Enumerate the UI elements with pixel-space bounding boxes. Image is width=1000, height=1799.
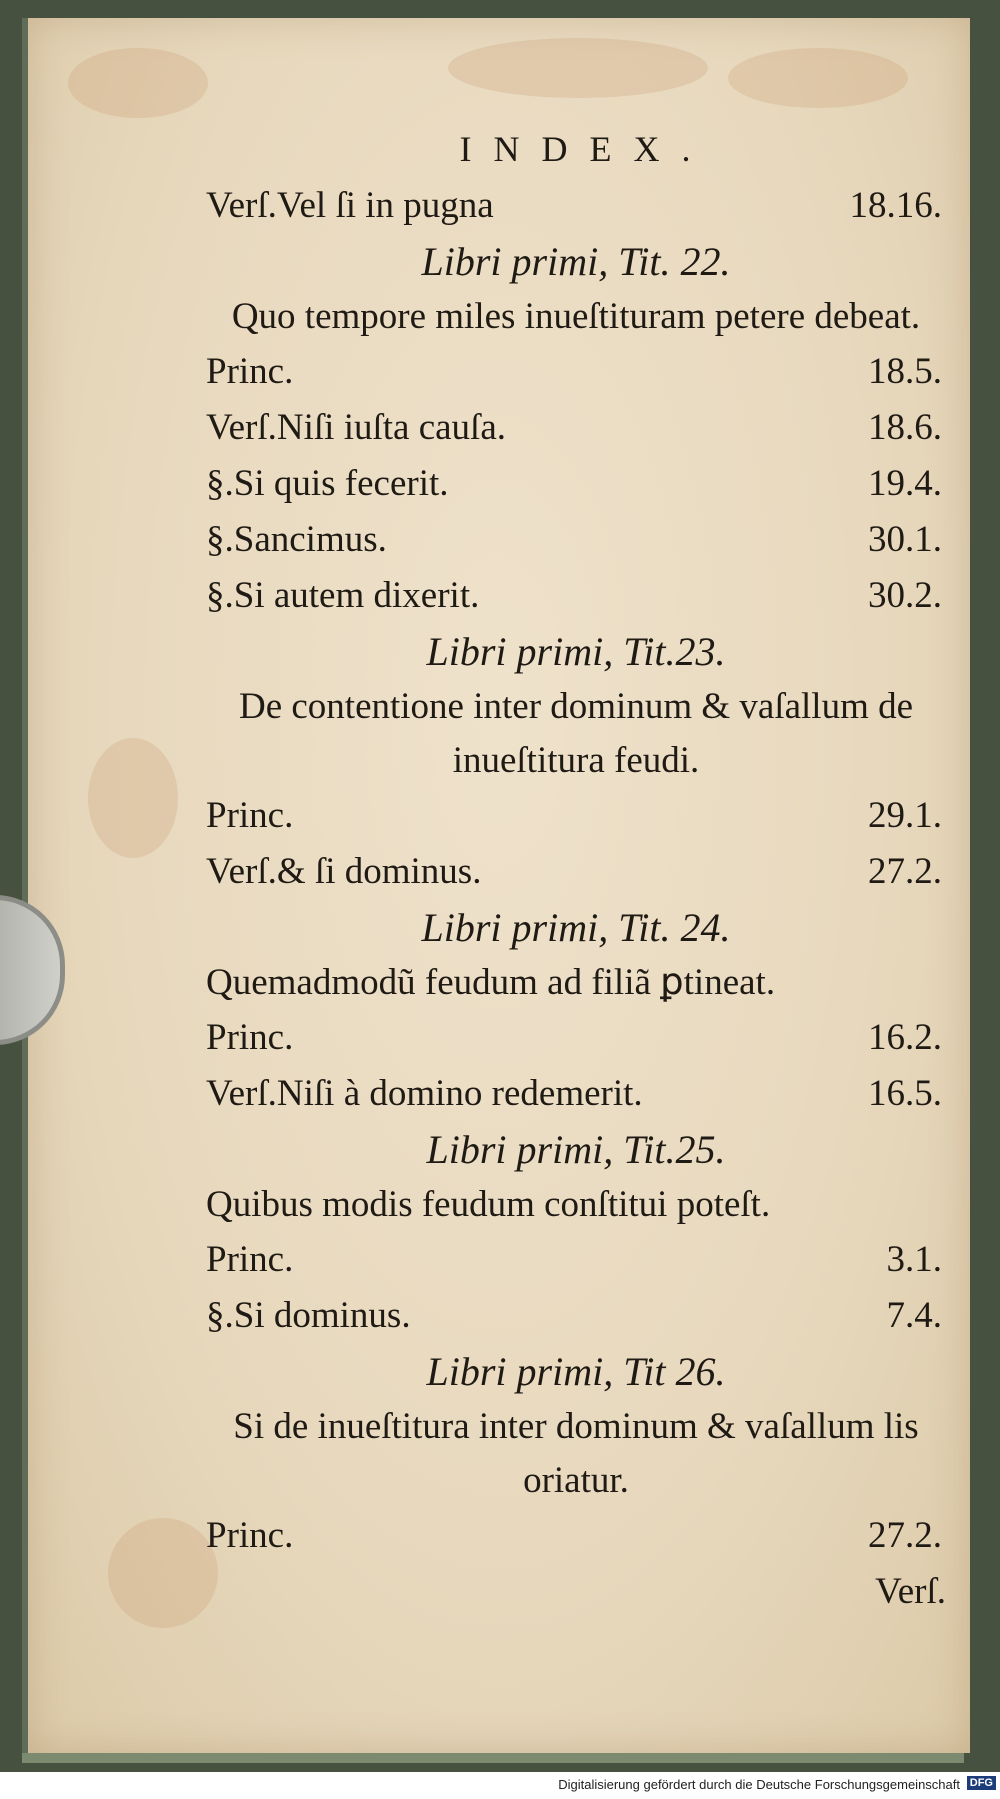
index-entries <box>206 178 946 1620</box>
page-heading: INDEX. <box>459 129 713 169</box>
entry-description: Quemadmodũ feudum ad filiã ꝑtineat. <box>206 962 776 1003</box>
entry-reference: 27.2. <box>868 851 942 892</box>
footer-bar <box>0 1772 1000 1799</box>
dfg-logo: DFG <box>967 1776 996 1790</box>
entry-label: §.Si autem dixerit. <box>206 575 480 616</box>
index-row <box>206 178 946 234</box>
entry-reference: 30.2. <box>868 575 942 616</box>
section-heading: Libri primi, Tit.25. <box>426 1127 726 1172</box>
entry-label: Princ. <box>206 1017 294 1058</box>
entry-label: Princ. <box>206 795 294 836</box>
entry-description: Si de inueſtitura inter dominum & vaſallum lis oriatur. <box>233 1406 919 1501</box>
section-heading: Libri primi, Tit.23. <box>426 629 726 674</box>
index-row <box>206 344 946 400</box>
footer-credit: Digitalisierung gefördert durch die Deutsche Forschungsgemeinschaft <box>558 1777 960 1792</box>
entry-label: Princ. <box>206 1239 294 1280</box>
entry-label: Princ. <box>206 1515 294 1556</box>
entry-reference: 18.5. <box>868 351 942 392</box>
entry-label: §.Sancimus. <box>206 519 387 560</box>
entry-description: Quo tempore miles inueſtituram petere debeat. <box>231 296 921 337</box>
entry-reference: 16.5. <box>868 1073 942 1114</box>
entry-label: Verſ.Niſi à domino redemerit. <box>206 1073 643 1114</box>
entry-description: Quibus modis feudum conſtitui poteſt. <box>206 1184 771 1225</box>
entry-label: §.Si dominus. <box>206 1295 411 1336</box>
entry-label: §.Si quis fecerit. <box>206 463 449 504</box>
catchword: Verſ. <box>875 1571 946 1612</box>
index-row <box>206 1010 946 1066</box>
index-content <box>206 128 946 1620</box>
section-heading: Libri primi, Tit. 24. <box>421 905 731 950</box>
entry-reference: 29.1. <box>868 795 942 836</box>
entry-reference: 18.16. <box>849 185 942 226</box>
index-row <box>206 1066 946 1122</box>
index-row <box>206 456 946 512</box>
index-row <box>206 844 946 900</box>
section-heading: Libri primi, Tit 26. <box>426 1349 726 1394</box>
entry-label: Verſ.Niſi iuſta cauſa. <box>206 407 507 448</box>
entry-label: Verſ.Vel ſi in pugna <box>206 185 494 226</box>
entry-reference: 27.2. <box>868 1515 942 1556</box>
entry-label: Verſ.& ſi dominus. <box>206 851 482 892</box>
index-row <box>206 568 946 624</box>
index-row <box>206 400 946 456</box>
section-heading: Libri primi, Tit. 22. <box>421 239 731 284</box>
index-row <box>206 1288 946 1344</box>
index-row <box>206 1232 946 1288</box>
index-row <box>206 788 946 844</box>
entry-reference: 30.1. <box>868 519 942 560</box>
entry-description: De contentione inter dominum & vaſallum de inueſtitura feudi. <box>238 686 914 781</box>
entry-reference: 16.2. <box>868 1017 942 1058</box>
entry-reference: 7.4. <box>886 1295 942 1336</box>
entry-reference: 19.4. <box>868 463 942 504</box>
index-row <box>206 1508 946 1564</box>
entry-label: Princ. <box>206 351 294 392</box>
entry-reference: 18.6. <box>868 407 942 448</box>
page-edge <box>22 1753 964 1763</box>
index-row <box>206 512 946 568</box>
entry-reference: 3.1. <box>886 1239 942 1280</box>
